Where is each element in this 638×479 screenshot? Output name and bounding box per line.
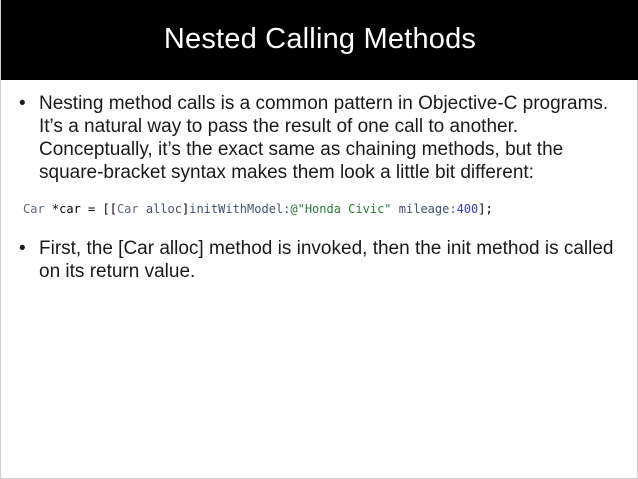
bullet-marker: • [19, 238, 26, 259]
code-snippet [23, 201, 493, 217]
bullet-item [19, 92, 625, 184]
bullet-item [19, 237, 625, 283]
bullet-marker: • [19, 93, 26, 114]
code-token-method: alloc [145, 202, 182, 216]
code-token-type: Car [116, 202, 139, 216]
code-token-type: Car [23, 202, 45, 216]
code-token-string: @"Honda Civic" [290, 202, 392, 216]
code-token [139, 202, 146, 216]
slide-title: Nested Calling Methods [163, 22, 477, 55]
code-token-number: 400 [456, 202, 479, 216]
code-token: ]; [478, 202, 493, 216]
title-bar [1, 0, 638, 80]
bullet-text: Nesting method calls is a common pattern in Objective-C programs. It’s a natural way to pass the result of one call to another. Conceptually, it’s the exact same as chaining methods, but the square-bracket syntax makes them look a little bit different: [39, 93, 609, 183]
code-token: ] [181, 202, 190, 216]
code-token: *car = [[ [44, 202, 117, 216]
bullet-text: First, the [Car alloc] method is invoked, then the init method is called on its return value. [39, 238, 614, 282]
code-token-method: mileage: [398, 202, 457, 216]
code-token-method: initWithModel: [189, 202, 291, 216]
code-token [392, 202, 399, 216]
